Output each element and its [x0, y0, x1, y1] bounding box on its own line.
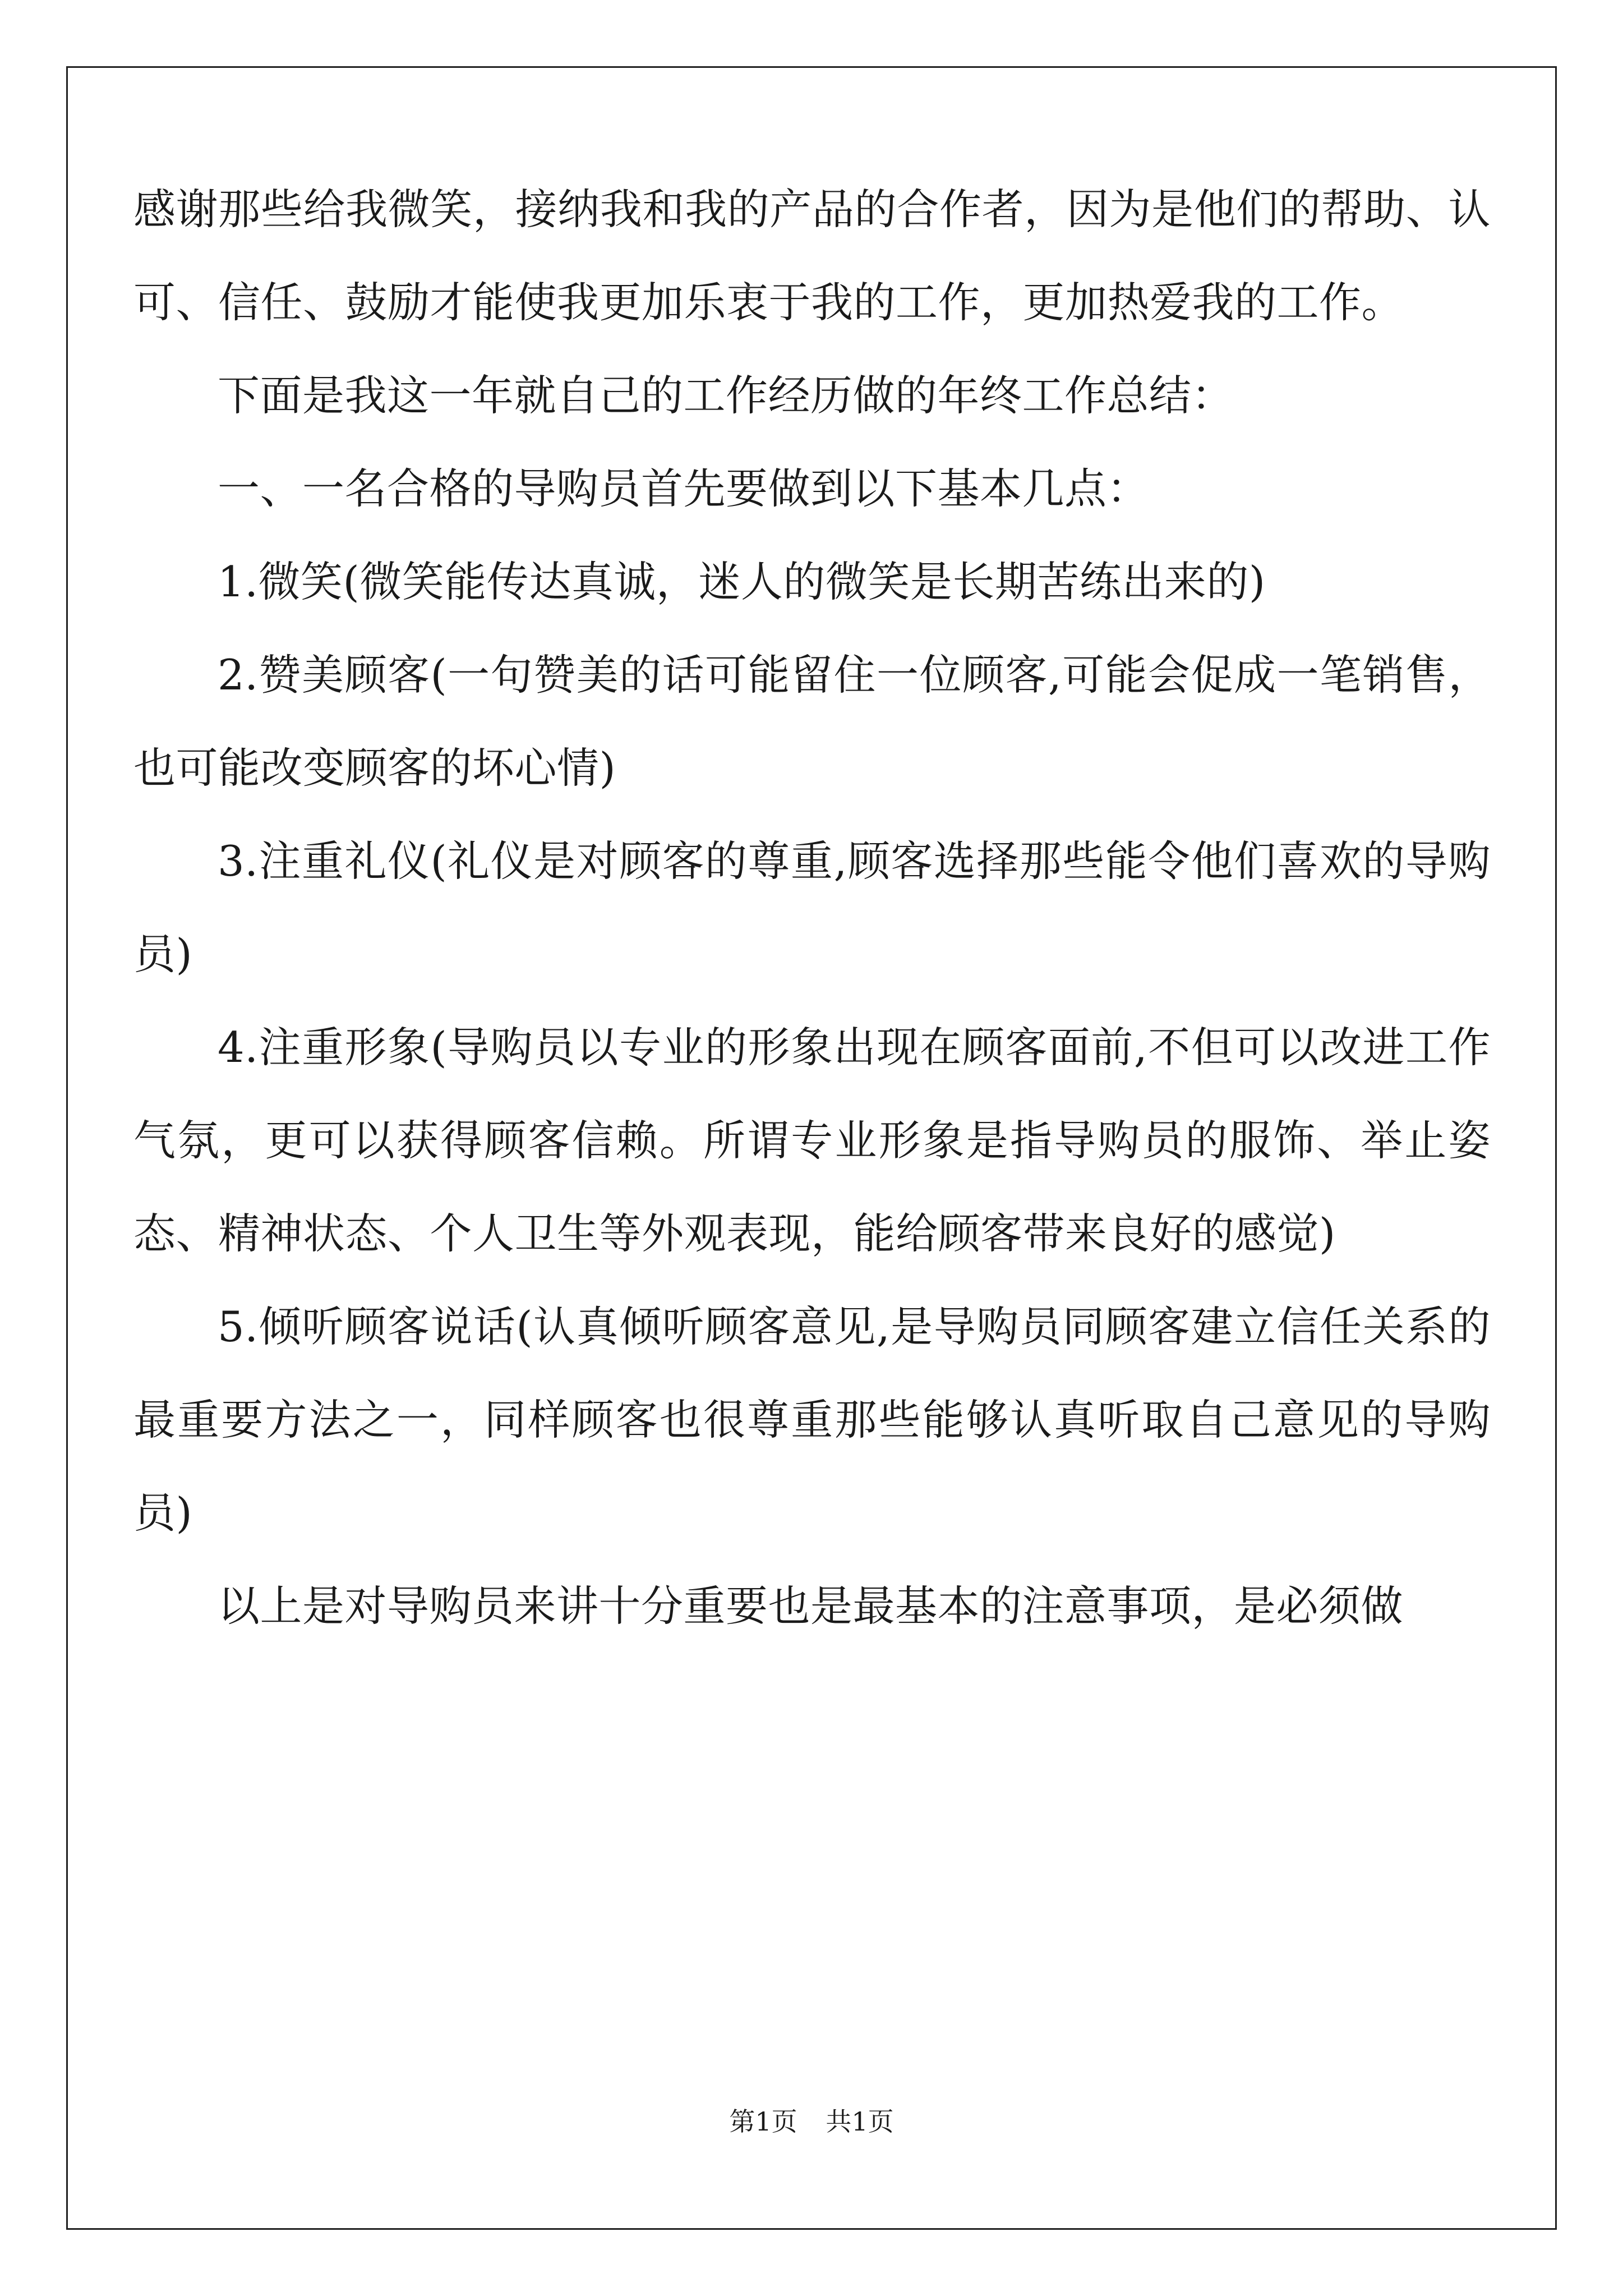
paragraph-4: 1.微笑(微笑能传达真诚，迷人的微笑是长期苦练出来的): [218, 557, 1266, 606]
paragraph-1: 感谢那些给我微笑，接纳我和我的产品的合作者，因为是他们的帮助、认可、信任、鼓励才能使我更加乐衷于我的工作，更加热爱我的工作。: [133, 185, 1491, 327]
paragraph-9: 以上是对导购员来讲十分重要也是最基本的注意事项，是必须做: [218, 1581, 1404, 1631]
document-body: [133, 163, 1491, 1653]
paragraph-5: 2.赞美顾客(一句赞美的话可能留住一位顾客,可能会促成一笔销售，也可能改变顾客的坏心情): [133, 650, 1491, 793]
paragraph-8: 5.倾听顾客说话(认真倾听顾客意见,是导购员同顾客建立信任关系的最重要方法之一，同样顾客也很尊重那些能够认真听取自己意见的导购员): [133, 1302, 1491, 1538]
paragraph-7: 4.注重形象(导购员以专业的形象出现在顾客面前,不但可以改进工作气氛，更可以获得顾客信赖。所谓专业形象是指导购员的服饰、举止姿态、精神状态、个人卫生等外观表现，能给顾客带来良好的感觉): [133, 1023, 1491, 1258]
page-total: 共1页: [826, 2106, 894, 2137]
page-footer: [0, 2101, 1623, 2138]
page-number: 第1页: [729, 2106, 797, 2137]
paragraph-3: 一、一名合格的导购员首先要做到以下基本几点：: [218, 464, 1150, 513]
paragraph-2: 下面是我这一年就自己的工作经历做的年终工作总结：: [218, 371, 1234, 420]
paragraph-6: 3.注重礼仪(礼仪是对顾客的尊重,顾客选择那些能令他们喜欢的导购员): [133, 836, 1491, 979]
